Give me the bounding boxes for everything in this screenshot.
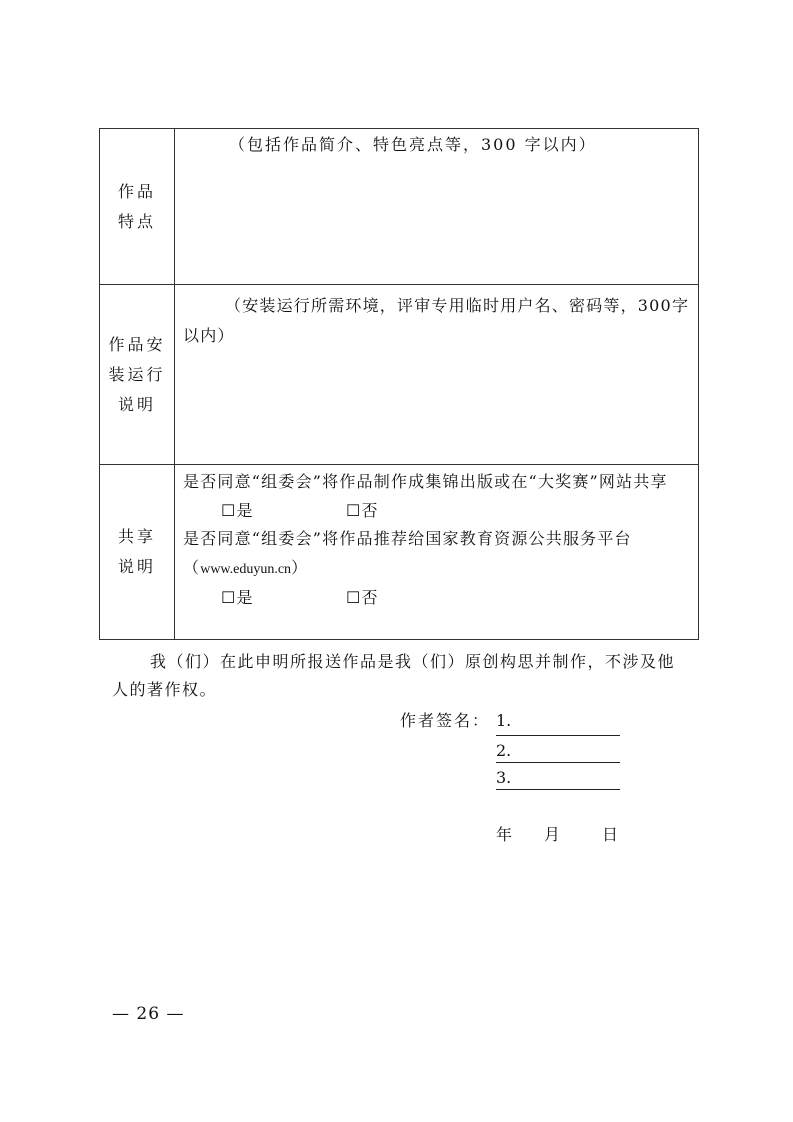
install-label-line-3: 说明 <box>117 394 156 414</box>
originality-declaration: 我（们）在此申明所报送作品是我（们）原创构思并制作，不涉及他人的著作权。 <box>112 652 676 699</box>
share-2-no-checkbox[interactable]: ☐否 <box>346 588 379 607</box>
date-year: 年 <box>496 825 513 844</box>
page-number: — 26 — <box>112 1004 185 1024</box>
signature-line-2[interactable]: 2. <box>496 736 620 763</box>
install-hint: （安装运行所需环境，评审专用临时用户名、密码等，300字以内） <box>183 296 690 345</box>
install-label-cell <box>100 285 175 465</box>
sharing-row <box>100 465 699 640</box>
features-label-line-1: 作品 <box>117 181 156 201</box>
sharing-label-line-1: 共享 <box>117 527 156 546</box>
share-1-yes-checkbox[interactable]: ☐是 <box>221 500 254 520</box>
date-month: 月 <box>544 825 561 844</box>
features-content-cell[interactable] <box>175 129 699 285</box>
features-row <box>100 129 699 285</box>
sharing-label-cell <box>100 465 175 640</box>
share-question-2-end: ） <box>291 557 309 577</box>
author-signature-block <box>400 706 620 790</box>
signature-label: 作者签名： <box>400 711 491 730</box>
share-question-2 <box>183 525 692 584</box>
features-hint: （包括作品简介、特色亮点等，300 字以内） <box>229 135 597 154</box>
signature-line-1[interactable]: 1. <box>496 706 620 736</box>
signature-line-3[interactable]: 3. <box>496 763 620 790</box>
share-question-2-text: 是否同意“组委会”将作品推荐给国家教育资源公共服务平台（ <box>183 529 632 577</box>
share-options-2 <box>183 584 692 613</box>
share-2-yes-checkbox[interactable]: ☐是 <box>221 588 254 607</box>
install-content-cell[interactable] <box>175 285 699 465</box>
date-day: 日 <box>602 825 619 844</box>
signing-date <box>496 822 618 845</box>
install-label-line-2: 装运行 <box>108 364 166 384</box>
install-row <box>100 285 699 465</box>
features-label-cell <box>100 129 175 285</box>
features-label-line-2: 特点 <box>117 211 156 231</box>
share-question-1: 是否同意“组委会”将作品制作成集锦出版或在“大奖赛”网站共享 <box>183 472 668 491</box>
share-1-no-checkbox[interactable]: ☐否 <box>346 500 379 520</box>
eduyun-url: www.eduyun.cn <box>200 561 292 577</box>
sharing-label-line-2: 说明 <box>117 557 156 576</box>
entry-form-table <box>99 128 699 640</box>
sharing-content-cell <box>175 465 699 640</box>
install-label-line-1: 作品安 <box>108 334 166 354</box>
share-options-1 <box>183 497 692 526</box>
